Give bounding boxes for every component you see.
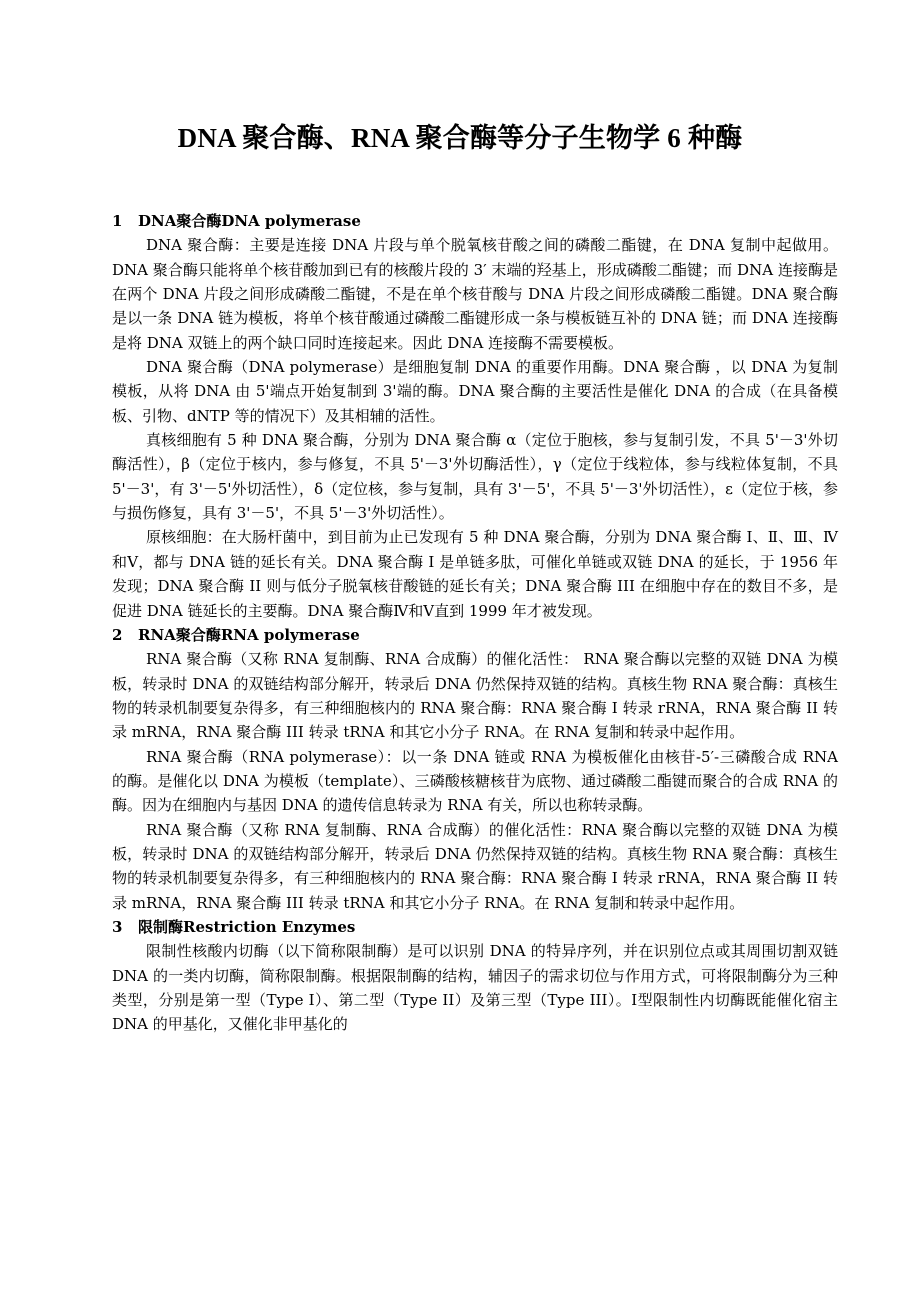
section-title: 限制酶Restriction Enzymes bbox=[138, 917, 356, 936]
paragraph: RNA 聚合酶（又称 RNA 复制酶、RNA 合成酶）的催化活性：RNA 聚合酶以完整的双链 DNA 为模板，转录时 DNA 的双链结构部分解开，转录后 DNA 仍然保持双链的结构。真核生物 RNA 聚合酶：真核生物的转录机制要复杂得多，有三种细胞核内的 RNA 聚合酶：RNA 聚合酶 I 转录 rRNA，RNA 聚合酶 II 转录 mRNA，RNA 聚合酶 III 转录 tRNA 和其它小分子 RNA。在 RNA 复制和转录中起作用。 bbox=[112, 820, 838, 912]
paragraph: 限制性核酸内切酶（以下简称限制酶）是可以识别 DNA 的特异序列，并在识别位点或其周围切割双链 DNA 的一类内切酶，简称限制酶。根据限制酶的结构，辅因子的需求切位与作用方式，可将限制酶分为三种类型，分别是第一型（Type I）、第二型（Type II）及第三型（Type III）。Ⅰ型限制性内切酶既能催化宿主 DNA 的甲基化，又催化非甲基化的 bbox=[112, 942, 838, 1034]
section-title: DNA聚合酶DNA polymerase bbox=[138, 212, 361, 230]
paragraph: 真核细胞有 5 种 DNA 聚合酶，分别为 DNA 聚合酶 α（定位于胞核，参与复制引发，不具 5'－3'外切酶活性），β（定位于核内，参与修复，不具 5'－3'外切酶活性），γ（定位于线粒体，参与线粒体复制，不具 5'－3'，有 3'－5'外切活性），δ（定位核，参与复制，具有 3'－5'，不具 5'－3'外切活性），ε（定位于核，参与损伤修复，具有 3'－5'，不具 5'－3'外切活性）。 bbox=[112, 431, 838, 523]
paragraph: DNA 聚合酶：主要是连接 DNA 片段与单个脱氧核苷酸之间的磷酸二酯键，在 DNA 复制中起做用。DNA 聚合酶只能将单个核苷酸加到已有的核酸片段的 3′ 末端的羟基上，形成磷酸二酯键；而 DNA 连接酶是在两个 DNA 片段之间形成磷酸二酯键，不是在单个核苷酸与 DNA 片段之间形成磷酸二酯键。DNA 聚合酶是以一条 DNA 链为模板，将单个核苷酸通过磷酸二酯键形成一条与模板链互补的 DNA 链；而 DNA 连接酶是将 DNA 双链上的两个缺口同时连接起来。因此 DNA 连接酶不需要模板。 bbox=[112, 236, 838, 352]
paragraph: RNA 聚合酶（RNA polymerase）：以一条 DNA 链或 RNA 为模板催化由核苷-5′-三磷酸合成 RNA 的酶。是催化以 DNA 为模板（template）、三磷酸核糖核苷为底物、通过磷酸二酯键而聚合的合成 RNA 的酶。因为在细胞内与基因 DNA 的遗传信息转录为 RNA 有关，所以也称转录酶。 bbox=[112, 747, 838, 815]
document-title: DNA 聚合酶、RNA 聚合酶等分子生物学 6 种酶 bbox=[177, 123, 743, 153]
section-number: 2 bbox=[112, 625, 123, 644]
paragraph: 原核细胞：在大肠杆菌中，到目前为止已发现有 5 种 DNA 聚合酶，分别为 DNA 聚合酶 Ⅰ、Ⅱ、Ⅲ、Ⅳ和Ⅴ，都与 DNA 链的延长有关。DNA 聚合酶 I 是单链多肽，可催化单链或双链 DNA 的延长，于 1956 年发现；DNA 聚合酶 II 则与低分子脱氧核苷酸链的延长有关；DNA 聚合酶 III 在细胞中存在的数目不多，是促进 DNA 链延长的主要酶。DNA 聚合酶Ⅳ和Ⅴ直到 1999 年才被发现。 bbox=[112, 528, 838, 620]
section-heading bbox=[112, 915, 838, 939]
paragraph: RNA 聚合酶（又称 RNA 复制酶、RNA 合成酶）的催化活性： RNA 聚合酶以完整的双链 DNA 为模板，转录时 DNA 的双链结构部分解开，转录后 DNA 仍然保持双链的结构。真核生物 RNA 聚合酶：真核生物的转录机制要复杂得多，有三种细胞核内的 RNA 聚合酶：RNA 聚合酶 I 转录 rRNA，RNA 聚合酶 II 转录 mRNA，RNA 聚合酶 III 转录 tRNA 和其它小分子 RNA。在 RNA 复制和转录中起作用。 bbox=[112, 650, 838, 742]
document-body bbox=[112, 209, 838, 1037]
section-heading bbox=[112, 209, 838, 233]
section-number: 1 bbox=[112, 212, 123, 230]
section-heading bbox=[112, 623, 838, 647]
section-title: RNA聚合酶RNA polymerase bbox=[138, 625, 360, 644]
paragraph: DNA 聚合酶（DNA polymerase）是细胞复制 DNA 的重要作用酶。DNA 聚合酶 ，以 DNA 为复制模板，从将 DNA 由 5'端点开始复制到 3'端的酶。DNA 聚合酶的主要活性是催化 DNA 的合成（在具备模板、引物、dNTP 等的情况下）及其相辅的活性。 bbox=[112, 358, 838, 425]
section-number: 3 bbox=[112, 917, 123, 936]
